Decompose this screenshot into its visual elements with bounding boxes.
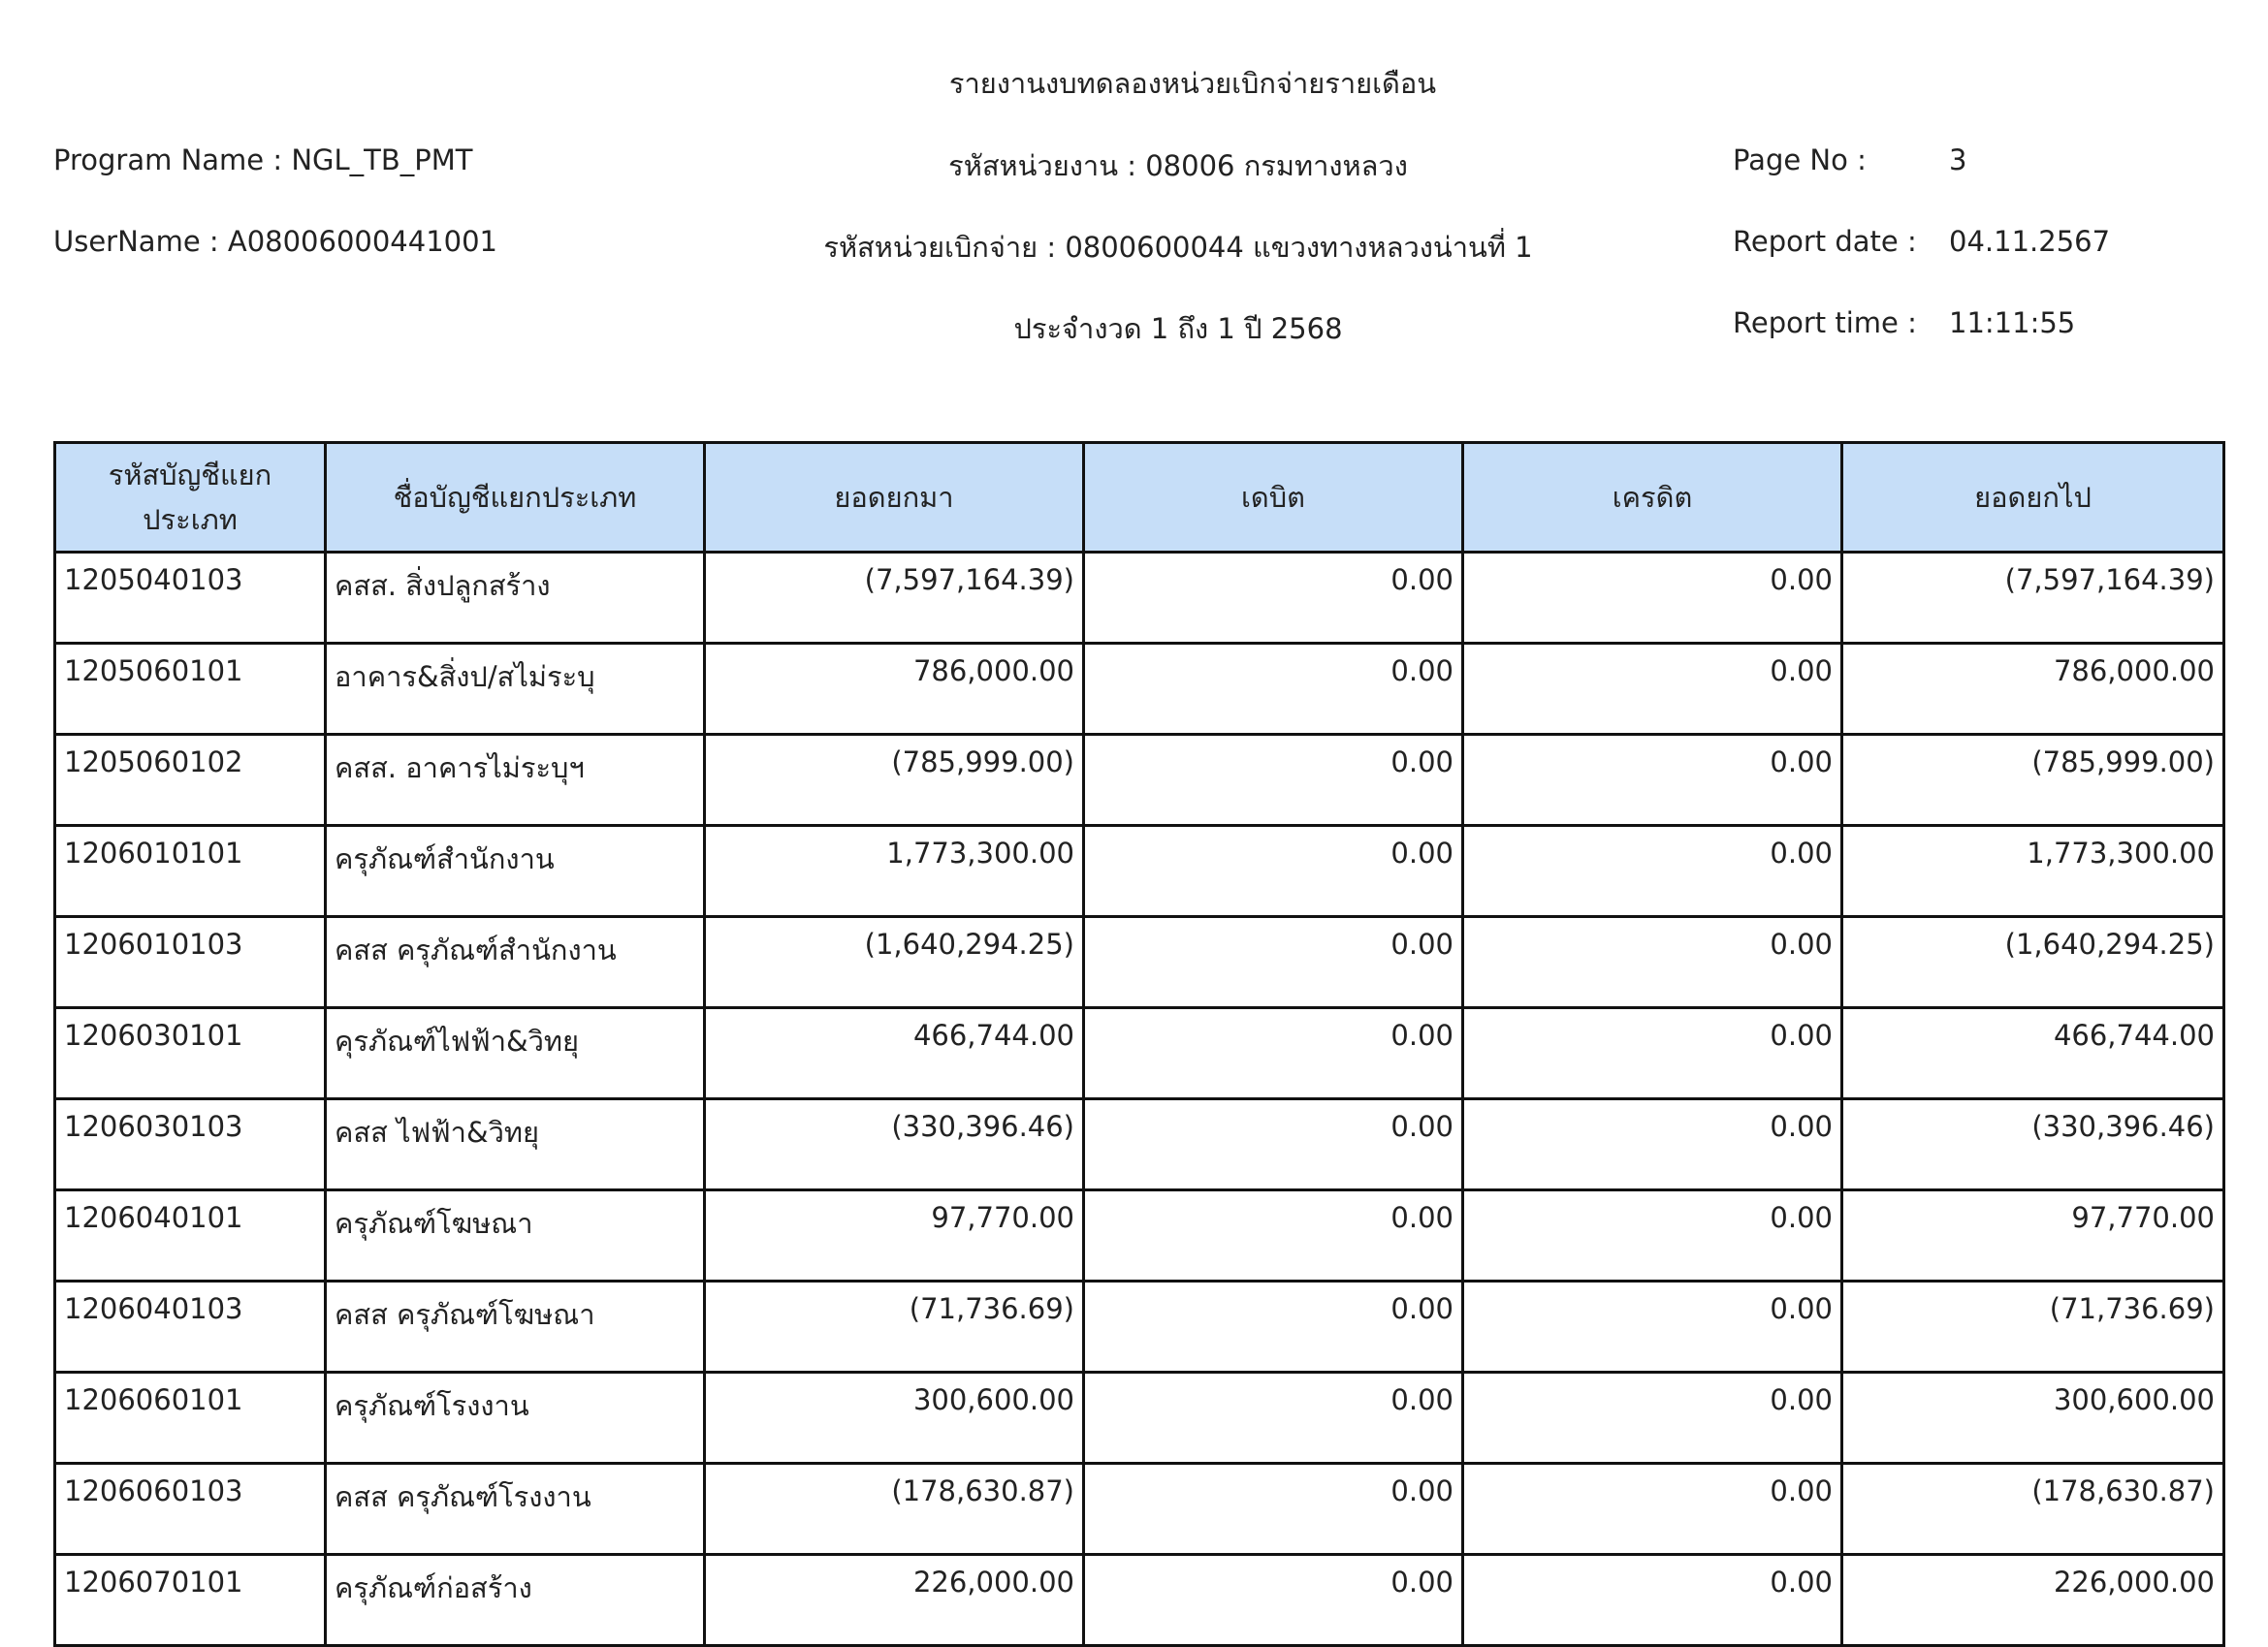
table-row [55, 1008, 2224, 1099]
cell-account-name: อาคาร&สิ่งป/สไม่ระบุ [326, 644, 705, 735]
table-row [55, 1282, 2224, 1373]
cell-credit: 0.00 [1463, 1373, 1842, 1464]
report-date-label: Report date : [1733, 225, 1917, 258]
cell-credit: 0.00 [1463, 553, 1842, 644]
cell-debit: 0.00 [1084, 1555, 1463, 1646]
table-row [55, 826, 2224, 917]
cell-account-name: คสส. สิ่งปลูกสร้าง [326, 553, 705, 644]
table-row [55, 553, 2224, 644]
table-row [55, 1464, 2224, 1555]
cell-debit: 0.00 [1084, 644, 1463, 735]
cell-account-code: 1206060101 [55, 1373, 326, 1464]
cell-opening-balance: 97,770.00 [705, 1190, 1084, 1282]
cell-credit: 0.00 [1463, 735, 1842, 826]
page-no-value: 3 [1949, 143, 1967, 176]
table-row [55, 644, 2224, 735]
page-no-label: Page No : [1733, 143, 1867, 176]
cell-account-code: 1205040103 [55, 553, 326, 644]
cell-account-code: 1206040101 [55, 1190, 326, 1282]
cell-opening-balance: (330,396.46) [705, 1099, 1084, 1190]
program-name: Program Name : NGL_TB_PMT [53, 143, 473, 176]
cell-credit: 0.00 [1463, 1099, 1842, 1190]
cell-closing-balance: 786,000.00 [1842, 644, 2224, 735]
agency-code: รหัสหน่วยงาน : 08006 กรมทางหลวง [948, 149, 1408, 182]
cell-debit: 0.00 [1084, 1373, 1463, 1464]
report-date-value: 04.11.2567 [1949, 225, 2111, 258]
cell-account-name: คสส ครุภัณฑ์สำนักงาน [326, 917, 705, 1008]
report-title: รายงานงบทดลองหน่วยเบิกจ่ายรายเดือน [948, 67, 1437, 100]
cell-credit: 0.00 [1463, 1190, 1842, 1282]
cell-opening-balance: (7,597,164.39) [705, 553, 1084, 644]
cell-opening-balance: (71,736.69) [705, 1282, 1084, 1373]
disbursing-unit: รหัสหน่วยเบิกจ่าย : 0800600044 แขวงทางหลวงน่านที่ 1 [823, 231, 1533, 264]
cell-account-code: 1206040103 [55, 1282, 326, 1373]
cell-account-name: คุรภัณฑ์ไฟฟ้า&วิทยุ [326, 1008, 705, 1099]
cell-closing-balance: 226,000.00 [1842, 1555, 2224, 1646]
cell-closing-balance: (7,597,164.39) [1842, 553, 2224, 644]
cell-closing-balance: (330,396.46) [1842, 1099, 2224, 1190]
cell-opening-balance: (1,640,294.25) [705, 917, 1084, 1008]
cell-opening-balance: 226,000.00 [705, 1555, 1084, 1646]
cell-account-name: คสส. อาคารไม่ระบุฯ [326, 735, 705, 826]
cell-closing-balance: 466,744.00 [1842, 1008, 2224, 1099]
cell-debit: 0.00 [1084, 553, 1463, 644]
cell-debit: 0.00 [1084, 1008, 1463, 1099]
table-header-row [55, 443, 2224, 553]
trial-balance-table [53, 441, 2225, 1647]
cell-account-code: 1206060103 [55, 1464, 326, 1555]
cell-account-name: ครุภัณฑ์โฆษณา [326, 1190, 705, 1282]
table-row [55, 1099, 2224, 1190]
cell-account-code: 1206030101 [55, 1008, 326, 1099]
cell-account-name: ครุภัณฑ์ก่อสร้าง [326, 1555, 705, 1646]
cell-opening-balance: (178,630.87) [705, 1464, 1084, 1555]
header-account-code: รหัสบัญชีแยกประเภท [55, 443, 326, 553]
cell-debit: 0.00 [1084, 1190, 1463, 1282]
table-row [55, 1555, 2224, 1646]
cell-credit: 0.00 [1463, 1008, 1842, 1099]
cell-credit: 0.00 [1463, 1282, 1842, 1373]
header-account-name: ชื่อบัญชีแยกประเภท [326, 443, 705, 553]
cell-account-code: 1205060102 [55, 735, 326, 826]
header-credit: เครดิต [1463, 443, 1842, 553]
cell-account-name: คสส ไฟฟ้า&วิทยุ [326, 1099, 705, 1190]
table-row [55, 1190, 2224, 1282]
cell-account-name: ครุภัณฑ์โรงงาน [326, 1373, 705, 1464]
cell-credit: 0.00 [1463, 1555, 1842, 1646]
cell-credit: 0.00 [1463, 644, 1842, 735]
cell-debit: 0.00 [1084, 917, 1463, 1008]
header-opening-balance: ยอดยกมา [705, 443, 1084, 553]
cell-account-code: 1206010103 [55, 917, 326, 1008]
cell-account-name: ครุภัณฑ์สำนักงาน [326, 826, 705, 917]
cell-debit: 0.00 [1084, 826, 1463, 917]
cell-debit: 0.00 [1084, 735, 1463, 826]
user-name: UserName : A08006000441001 [53, 225, 498, 258]
cell-closing-balance: 1,773,300.00 [1842, 826, 2224, 917]
cell-closing-balance: (785,999.00) [1842, 735, 2224, 826]
cell-credit: 0.00 [1463, 917, 1842, 1008]
cell-opening-balance: 786,000.00 [705, 644, 1084, 735]
cell-opening-balance: (785,999.00) [705, 735, 1084, 826]
cell-credit: 0.00 [1463, 1464, 1842, 1555]
report-time-value: 11:11:55 [1949, 306, 2076, 339]
cell-closing-balance: (1,640,294.25) [1842, 917, 2224, 1008]
cell-closing-balance: 97,770.00 [1842, 1190, 2224, 1282]
table-row [55, 1373, 2224, 1464]
table-row [55, 735, 2224, 826]
cell-closing-balance: (178,630.87) [1842, 1464, 2224, 1555]
cell-account-name: คสส ครุภัณฑ์โรงงาน [326, 1464, 705, 1555]
cell-opening-balance: 466,744.00 [705, 1008, 1084, 1099]
cell-account-code: 1206070101 [55, 1555, 326, 1646]
cell-opening-balance: 300,600.00 [705, 1373, 1084, 1464]
cell-account-code: 1206030103 [55, 1099, 326, 1190]
cell-debit: 0.00 [1084, 1282, 1463, 1373]
cell-account-code: 1205060101 [55, 644, 326, 735]
report-period: ประจำงวด 1 ถึง 1 ปี 2568 [1013, 312, 1343, 345]
table-row [55, 917, 2224, 1008]
cell-account-code: 1206010101 [55, 826, 326, 917]
cell-credit: 0.00 [1463, 826, 1842, 917]
report-time-label: Report time : [1733, 306, 1917, 339]
cell-debit: 0.00 [1084, 1464, 1463, 1555]
header-closing-balance: ยอดยกไป [1842, 443, 2224, 553]
cell-closing-balance: 300,600.00 [1842, 1373, 2224, 1464]
cell-opening-balance: 1,773,300.00 [705, 826, 1084, 917]
cell-account-name: คสส ครุภัณฑ์โฆษณา [326, 1282, 705, 1373]
cell-closing-balance: (71,736.69) [1842, 1282, 2224, 1373]
header-debit: เดบิต [1084, 443, 1463, 553]
cell-debit: 0.00 [1084, 1099, 1463, 1190]
